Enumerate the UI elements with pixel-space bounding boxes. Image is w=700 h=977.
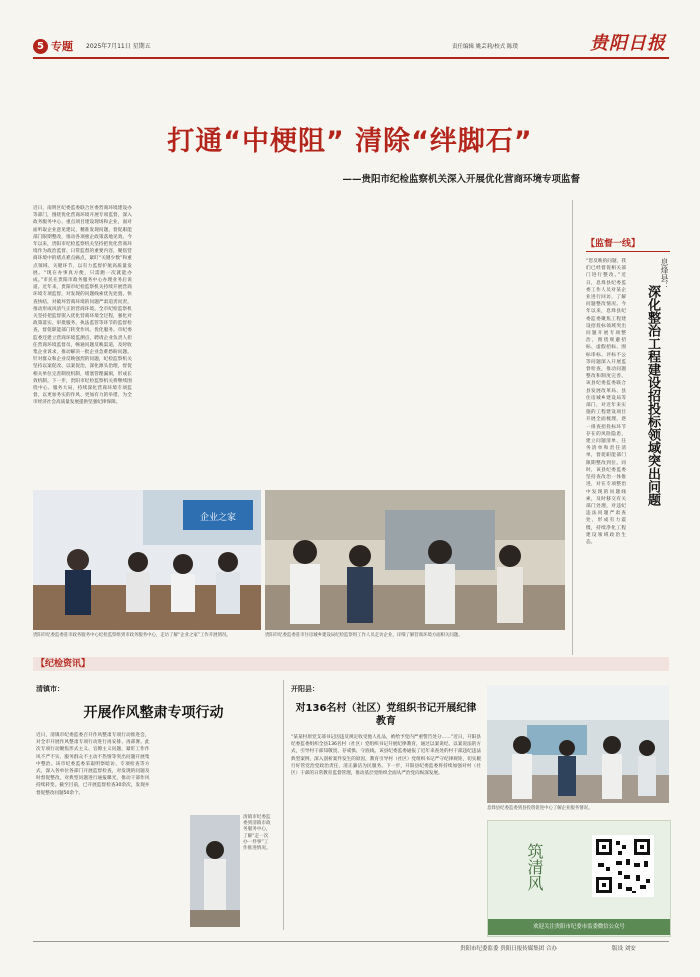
feature-body: 近日，南明区纪委监委联合区委营商环境建设办等部门，围绕优化营商环境开展专项监督，深入政务服务中心、重点项目建设现场和企业，面对面听取企业意见建议，精准发现问题，督促职能部门限期整改，推动各项惠企政策落地见效。今年以来，贵阳市纪检监察机关坚持把优化营商环境作为政治监督、日常监督的重要内容，聚焦营商环境中的堵点难点痛点，紧盯“关键少数”和重点领域、关键环节，以有力监督护航高质量发展。“现在办事真方便，只需跑一次就能办成。”市民在贵阳市政务服务中心办理业务后说道。近年来，贵阳市纪检监察机关持续开展营商环境专项监督，对发现的问题线索优先处置、快查快结，对破坏营商环境的问题严肃追责问责，推动形成风清气正的营商环境。全市纪检监察机关坚持把监督嵌入优化营商环境全过程，强化对政策落实、审批服务、执法监管等环节的监督检查，督促职能部门转变作风、优化服务。市纪委监委还建立营商环境监测点，聘请企业负责人担任营商环境监督员，畅通问题反映渠道，及时收集企业诉求，推动解决一批企业急难愁盼问题。针对群众和企业反映强烈的问题，纪检监察机关坚持以案促改、以案促治，深化源头治理，督促相关单位完善制度机制，堵塞管理漏洞，形成长效机制。下一步，贵阳市纪检监察机关将继续围绕中心、服务大局，持续深化营商环境专项监督，以更加务实的作风、更加有力的举措，为全市经济社会高质量发展提供坚强纪律保障。 [33, 206, 132, 406]
photo-enterprise-visit-caption: 贵阳市纪委监委驻市住房城乡建设局纪检监察组工作人员走访企业，详细了解营商环境方面相关问题。 [265, 633, 463, 638]
sidebar-county: 息烽县： [660, 258, 669, 290]
section-label: 专题 [51, 40, 73, 53]
issue-date: 2025年7月11日 星期五 [86, 43, 151, 50]
photo-xifeng [487, 685, 669, 803]
header-rule [33, 57, 669, 59]
kaiyang-title: 对136名村（社区）党组织书记开展纪律教育 [295, 703, 477, 727]
footer-right: 版设 刘安 [612, 946, 636, 952]
sidebar-rule [586, 251, 670, 252]
footer-rule [33, 941, 669, 942]
sidebar-section-tag: 【监督一线】 [586, 239, 641, 249]
photo-office-visit-caption: 贵阳市纪委监委驻市政务服务中心纪检监察组到市政务服务中心，走访了解“企业之家”工作开展情况。 [33, 633, 231, 638]
qingzhen-body: 近日，清镇市纪委监委召开作风整肃专项行动推进会，对全市开展作风整肃专项行动进行再安排、再部署。此次专项行动聚焦形式主义、官僚主义问题，紧盯工作作风不严不实、服务群众不主动不热情等突出问题开展集中整治。该市纪委监委采取明察暗访、专项检查等方式，深入各单位各部门开展监督检查，对发现的问题及时督促整改，对典型问题进行通报曝光，推动干部作风持续转变。截至目前，已开展监督检查30余次，发现并督促整改问题50余个。 [36, 733, 150, 796]
editor-credits: 责任编辑 姚芸莉/校式 陈璞 [452, 44, 518, 50]
sidebar-divider [572, 200, 573, 655]
photo-qingzhen-caption: 清镇市纪委监委到清镇市政务服务中心，了解“走一次办一件事”工作推进情况。 [243, 815, 271, 852]
svg-text:企业之家: 企业之家 [199, 513, 237, 523]
photo-xifeng-caption: 息烽县纪委监委到县投资促进中心了解企业服务情况。 [487, 806, 593, 811]
kaiyang-body: “某某村原党支部书记因违反规定收受他人礼品，被给予党内严重警告处分……”近日，开阳县纪委监委组织全县136名村（社区）党组织书记开展纪律教育，通过以案说纪、以案说法的方式，引导村干部知敬畏、存戒惧、守底线。该县纪委监委通报了近年来查处的村干部违纪违法典型案例，深入剖析案件发生的原因，教育引导村（社区）党组织书记严守纪律规矩，切实履行好管党治党政治责任，清正廉洁为民服务。下一步，开阳县纪委监委将持续加强对村（社区）干部的日常教育监督管理，推动基层党组织全面从严治党向纵深发展。 [291, 735, 481, 777]
page-number-badge: 5 [33, 39, 48, 54]
feature-subheadline: ——贵阳市纪检监察机关深入开展优化营商环境专项监督 [342, 174, 580, 185]
qingzhen-place: 清镇市： [36, 685, 64, 693]
photo-qingzhen [190, 815, 240, 927]
wechat-ad [487, 820, 671, 937]
photo-office-visit [33, 490, 261, 630]
feature-headline: 打通“中梗阻” 清除“绊脚石” [167, 126, 533, 157]
sidebar-body: “您反映的问题，我们已经督促相关部门进行整改。”近日，息烽县纪委监委工作人员对某企业进行回访，了解问题整改情况。今年以来，息烽县纪委监委聚焦工程建设招投标领域突出问题开展专项整治，围绕规避招标、虚假招标、围标串标、评标不公等问题深入开展监督检查，推动问题整改和制度完善。该县纪委监委联合县发展改革局、县住房城乡建设局等部门，对近年来实施的工程建设项目开展全面梳理，逐一排查招投标环节存在的风险隐患，建立问题清单、任务清单和责任清单，督促职能部门限期整改到位。同时，该县纪委监委坚持查改治一体推进，对在专项整治中发现的问题线索，及时移交有关部门处理，对违纪违法问题严肃查处，形成有力震慑，持续净化工程建设领域政治生态。 [586, 259, 626, 545]
news-section-tag: 【纪检资讯】 [36, 659, 91, 669]
ad-qr-code[interactable] [592, 835, 654, 897]
ad-slogan: 欢迎关注贵阳市纪委市监委微信公众号 [488, 919, 670, 935]
masthead-logo: 贵阳日报 [590, 33, 666, 54]
kaiyang-place: 开阳县： [291, 685, 319, 693]
photo-enterprise-visit [265, 490, 565, 630]
footer-left: 贵阳市纪委监委 贵阳日报传媒集团 合办 [460, 946, 557, 952]
qingzhen-title: 开展作风整肃专项行动 [83, 705, 224, 721]
news-band [33, 657, 669, 671]
sidebar-headline: 深化整治工程建设招投标领域突出问题 [645, 285, 660, 506]
news-divider [283, 680, 284, 930]
ad-logo-text: 筑清风 [525, 843, 544, 891]
